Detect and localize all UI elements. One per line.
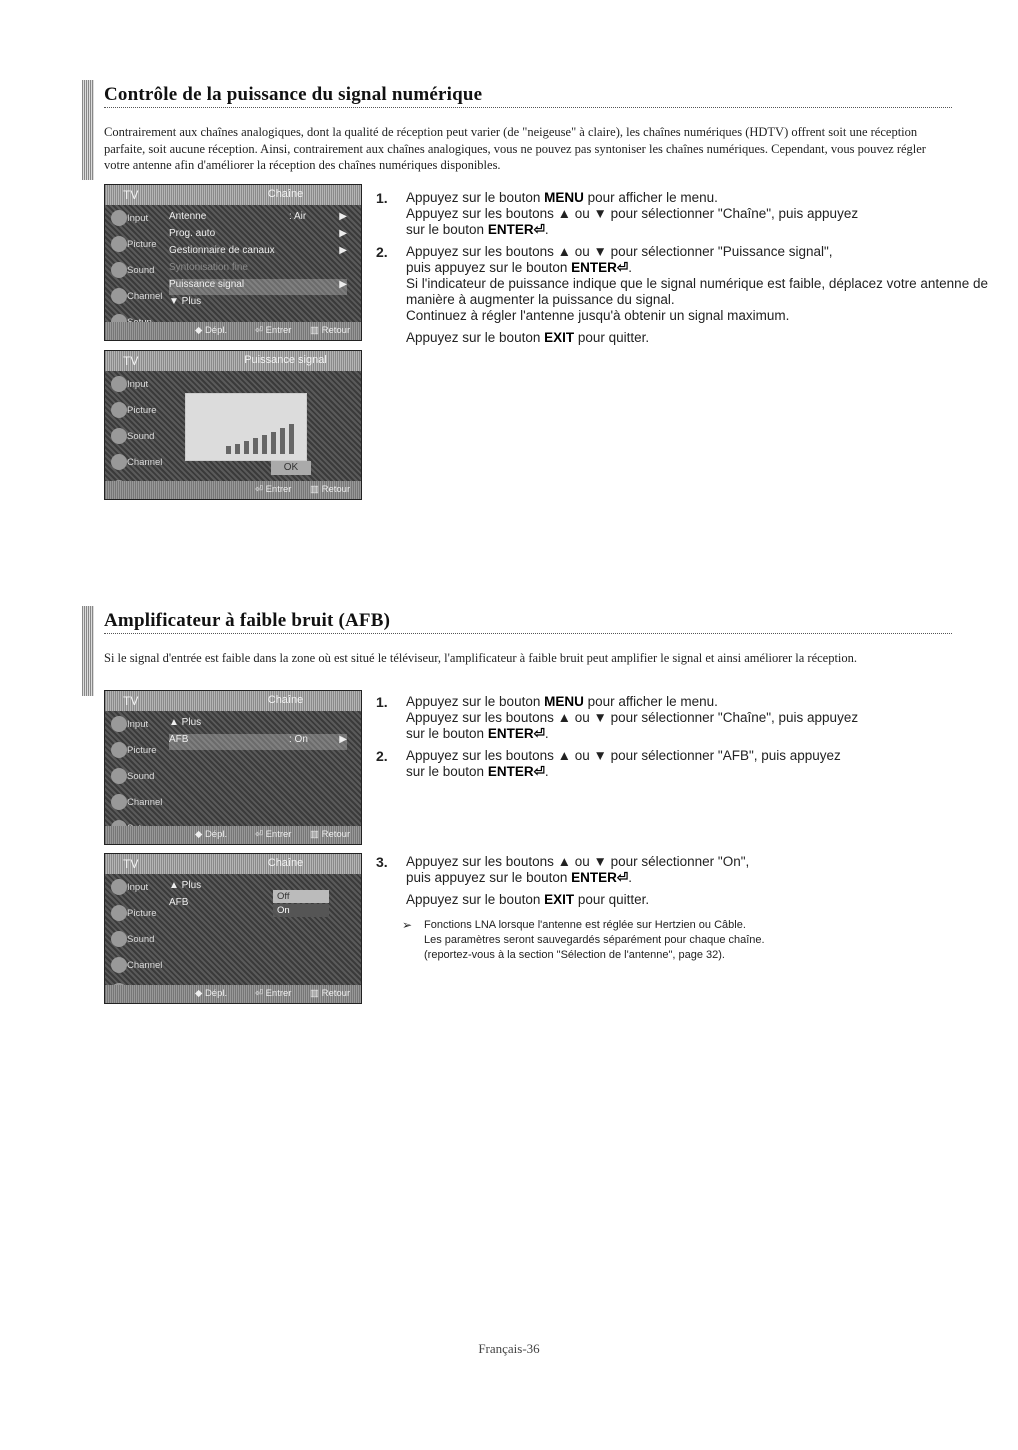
sound-icon	[111, 428, 127, 444]
menu-row-more[interactable]: ▲ Plus	[169, 717, 202, 728]
section-intro: Contrairement aux chaînes analogiques, dont la qualité de réception peut varier (de "neigeuse" à claire), les chaînes numériques (HDTV) offrent soit une réception parfaite, soit aucune réception. Ainsi, contrairement aux chaînes analogiques, vous ne pouvez pas syntoniser les chaînes numériques. Cependant, vous pouvez régler votre antenne afin d'améliorer la réception des chaînes numériques disponibles.	[104, 125, 926, 172]
picture-icon	[111, 236, 127, 252]
channel-icon	[111, 794, 127, 810]
tv-label: TV	[123, 354, 139, 368]
input-icon	[111, 376, 127, 392]
sound-icon	[111, 768, 127, 784]
section-marker	[82, 606, 94, 696]
exit-instruction: Appuyez sur le bouton EXIT pour quitter.	[406, 330, 650, 345]
section-title: Contrôle de la puissance du signal numérique	[104, 84, 483, 105]
screen-header	[105, 185, 361, 205]
signal-bar	[280, 428, 285, 454]
menu-row-afb[interactable]: AFB	[169, 897, 189, 908]
signal-bar	[253, 438, 258, 454]
sidebar-item-picture[interactable]: Picture	[109, 902, 161, 926]
title-rule	[104, 633, 952, 634]
sidebar-item-channel[interactable]: Channel	[109, 791, 161, 815]
channel-icon	[111, 288, 127, 304]
footer-enter: ⏎ Entrer	[255, 829, 292, 840]
input-icon	[111, 210, 127, 226]
page-number: Français-36	[478, 1341, 540, 1356]
footer-return: ▥ Retour	[310, 484, 351, 495]
menu-row-antenna[interactable]: Antenne : Air ▶	[169, 211, 347, 222]
note-arrow-icon: ➢	[402, 918, 413, 932]
signal-strength-meter	[185, 393, 307, 461]
signal-bar	[226, 446, 231, 454]
sound-icon	[111, 262, 127, 278]
tv-label: TV	[123, 188, 139, 202]
screen-header	[105, 854, 361, 874]
sidebar-item-picture[interactable]: Picture	[109, 233, 161, 257]
section-marker	[82, 80, 94, 180]
screen-sidebar	[109, 207, 161, 337]
sidebar-item-picture[interactable]: Picture	[109, 739, 161, 763]
screen-title: Puissance signal	[244, 354, 327, 366]
section-signal-strength	[82, 80, 952, 180]
signal-bar	[262, 435, 267, 454]
screen-title: Chaîne	[267, 857, 304, 869]
step-2: 2. Appuyez sur les boutons ▲ ou ▼ pour sélectionner "AFB", puis appuyez sur le bouton ENTER⏎.	[376, 748, 841, 779]
sidebar-item-channel[interactable]: Channel	[109, 285, 161, 309]
sidebar-item-sound[interactable]: Sound	[109, 425, 161, 449]
footer-enter: ⏎ Entrer	[255, 988, 292, 999]
ok-button[interactable]: OK	[271, 461, 311, 475]
tv-menu-screen-signal	[104, 350, 362, 500]
picture-icon	[111, 742, 127, 758]
tv-menu-screen-channel	[104, 184, 362, 341]
menu-row-channel-manager[interactable]: Gestionnaire de canaux ▶	[169, 245, 347, 256]
note: ➢ Fonctions LNA lorsque l'antenne est réglée sur Hertzien ou Câble. Les paramètres seront sauvegardés séparément pour chaque chaîne. (reportez-vous à la section "Sélection de l'antenne", page 32).	[402, 918, 765, 961]
screen-footer	[105, 322, 361, 340]
sidebar-item-channel[interactable]: Channel	[109, 451, 161, 475]
step-3: 3. Appuyez sur les boutons ▲ ou ▼ pour sélectionner "On", puis appuyez sur le bouton ENTER⏎.	[376, 854, 750, 885]
screen-sidebar	[109, 713, 161, 843]
tv-menu-screen-lna	[104, 690, 362, 845]
signal-bar	[244, 441, 249, 454]
sound-icon	[111, 931, 127, 947]
sidebar-item-sound[interactable]: Sound	[109, 928, 161, 952]
tv-menu-screen-lna-options	[104, 853, 362, 1004]
option-off[interactable]: Off	[273, 890, 329, 903]
steps-section-2-part-2	[376, 854, 996, 963]
chevron-right-icon: ▶	[339, 211, 347, 222]
screen-footer	[105, 985, 361, 1003]
footer-return: ▥ Retour	[310, 325, 351, 336]
menu-row-more[interactable]: ▼ Plus	[169, 296, 202, 307]
chevron-right-icon: ▶	[339, 734, 347, 745]
input-icon	[111, 879, 127, 895]
channel-icon	[111, 957, 127, 973]
footer-move: ◆ Dépl.	[195, 325, 228, 336]
screen-header	[105, 351, 361, 371]
step-1: 1. Appuyez sur le bouton MENU pour afficher le menu. Appuyez sur les boutons ▲ ou ▼ pour sélectionner "Chaîne", puis appuyez sur le bouton ENTER⏎.	[376, 190, 859, 237]
input-icon	[111, 716, 127, 732]
sidebar-item-input[interactable]: Input	[109, 207, 161, 231]
signal-bar	[235, 444, 240, 454]
sidebar-item-channel[interactable]: Channel	[109, 954, 161, 978]
sidebar-item-sound[interactable]: Sound	[109, 765, 161, 789]
menu-row-more[interactable]: ▲ Plus	[169, 880, 202, 891]
picture-icon	[111, 402, 127, 418]
sidebar-item-sound[interactable]: Sound	[109, 259, 161, 283]
signal-bar	[289, 424, 294, 454]
section-lna	[82, 606, 952, 696]
sidebar-item-input[interactable]: Input	[109, 876, 161, 900]
screen-footer	[105, 481, 361, 499]
screen-header	[105, 691, 361, 711]
menu-row-afb[interactable]: AFB : On ▶	[169, 734, 347, 750]
chevron-right-icon: ▶	[339, 245, 347, 256]
section-intro: Si le signal d'entrée est faible dans la zone où est situé le téléviseur, l'amplificateur à faible bruit peut amplifier le signal et ainsi améliorer la réception.	[104, 651, 858, 665]
footer-return: ▥ Retour	[310, 988, 351, 999]
chevron-right-icon: ▶	[339, 228, 347, 239]
exit-instruction: Appuyez sur le bouton EXIT pour quitter.	[406, 892, 650, 907]
sidebar-item-picture[interactable]: Picture	[109, 399, 161, 423]
footer-move: ◆ Dépl.	[195, 988, 228, 999]
steps-section-2-part-1	[376, 694, 996, 786]
menu-row-signal-strength[interactable]: Puissance signal ▶	[169, 279, 347, 295]
sidebar-item-input[interactable]: Input	[109, 373, 161, 397]
step-2: 2. Appuyez sur les boutons ▲ ou ▼ pour sélectionner "Puissance signal", puis appuyez sur le bouton ENTER⏎. Si l'indicateur de puissance indique que le signal numérique est faible, déplacez votre antenne de manière à augmenter la puissance du signal. Continuez à régler l'antenne jusqu'à obtenir un signal maximum.	[376, 244, 988, 323]
section-title: Amplificateur à faible bruit (AFB)	[104, 610, 391, 631]
screen-footer	[105, 826, 361, 844]
footer-enter: ⏎ Entrer	[255, 484, 292, 495]
steps-section-1	[376, 190, 996, 346]
option-on[interactable]: On	[273, 904, 329, 917]
step-1: 1. Appuyez sur le bouton MENU pour afficher le menu. Appuyez sur les boutons ▲ ou ▼ pour sélectionner "Chaîne", puis appuyez sur le bouton ENTER⏎.	[376, 694, 859, 741]
screen-title: Chaîne	[267, 188, 304, 200]
channel-icon	[111, 454, 127, 470]
footer-enter: ⏎ Entrer	[255, 325, 292, 336]
footer-return: ▥ Retour	[310, 829, 351, 840]
menu-row-fine-tune[interactable]: Syntonisation fine	[169, 262, 248, 273]
screen-title: Chaîne	[267, 694, 304, 706]
sidebar-item-input[interactable]: Input	[109, 713, 161, 737]
chevron-right-icon: ▶	[339, 279, 347, 290]
signal-bar	[271, 432, 276, 454]
picture-icon	[111, 905, 127, 921]
tv-label: TV	[123, 857, 139, 871]
tv-label: TV	[123, 694, 139, 708]
footer-move: ◆ Dépl.	[195, 829, 228, 840]
menu-row-auto-program[interactable]: Prog. auto ▶	[169, 228, 347, 239]
title-rule	[104, 107, 952, 108]
